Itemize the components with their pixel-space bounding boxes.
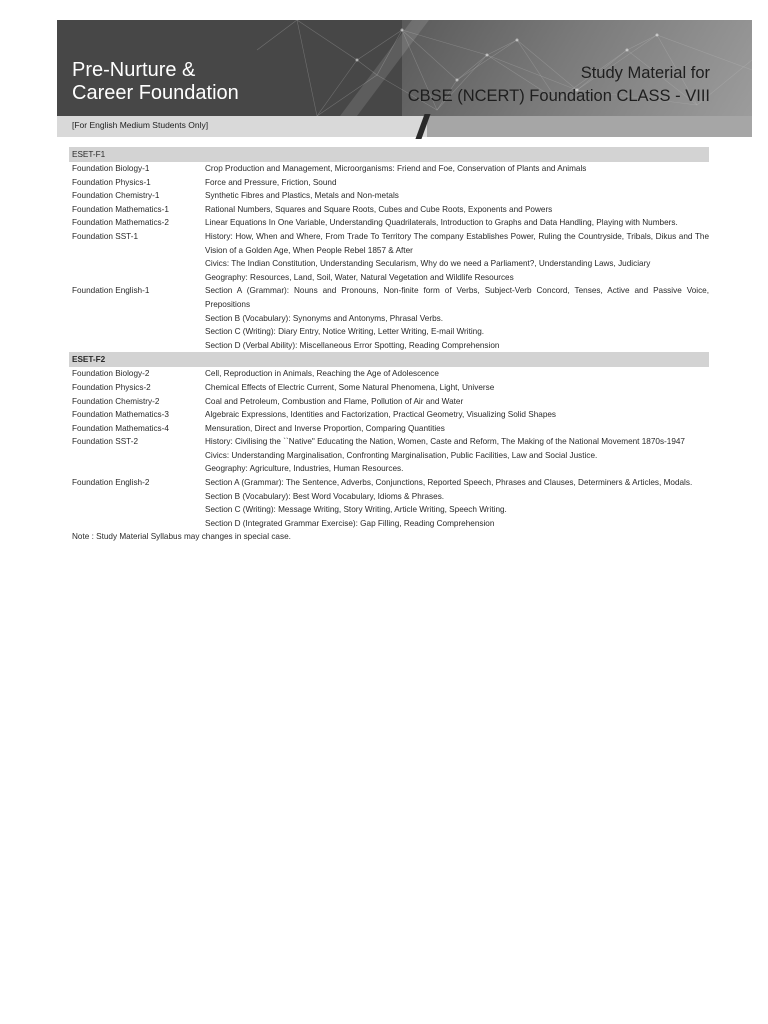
topic-line: Coal and Petroleum, Combustion and Flame, Pollution of Air and Water (205, 396, 464, 406)
table-row (69, 176, 709, 190)
topic-line: Section D (Integrated Grammar Exercise): Gap Filling, Reading Comprehension (205, 518, 495, 528)
topic-line: Synthetic Fibres and Plastics, Metals and Non-metals (205, 191, 399, 201)
study-line-1: Study Material for (580, 64, 710, 82)
topic-line: Force and Pressure, Friction, Sound (205, 177, 337, 187)
topics-cell (205, 367, 709, 381)
syllabus-table (69, 147, 709, 544)
table-row (69, 230, 709, 284)
section-header-eset-f2: ESET-F2 (69, 352, 709, 367)
topic-line: Rational Numbers, Squares and Square Roots, Cubes and Cube Roots, Exponents and Powers (205, 204, 553, 214)
section-header-eset-f1: ESET-F1 (69, 147, 709, 162)
table-row (69, 367, 709, 381)
brand-line-2: Career Foundation (72, 82, 239, 104)
topics-cell (205, 230, 709, 284)
topic-line: Geography: Resources, Land, Soil, Water, Natural Vegetation and Wildlife Resources (205, 272, 514, 282)
brand-title (72, 59, 239, 105)
table-row (69, 422, 709, 436)
table-row (69, 381, 709, 395)
subject-cell: Foundation SST-1 (72, 231, 138, 241)
topics-cell (205, 422, 709, 436)
subject-cell: Foundation Mathematics-4 (72, 423, 169, 433)
topics-cell (205, 476, 709, 530)
subject-cell: Foundation Physics-2 (72, 382, 151, 392)
subtitle-text: [For English Medium Students Only] (72, 120, 209, 130)
topics-cell (205, 284, 709, 352)
topic-line: Section A (Grammar): The Sentence, Adverbs, Conjunctions, Reported Speech, Phrases and Clauses, Determiners & Articles, Modals. (205, 478, 693, 488)
header-banner (57, 20, 752, 116)
topics-cell (205, 162, 709, 176)
topics-cell (205, 176, 709, 190)
study-material-title (408, 62, 710, 108)
subject-cell: Foundation Chemistry-2 (72, 396, 160, 406)
study-line-2: CBSE (NCERT) Foundation CLASS - VIII (407, 87, 710, 105)
topic-line: Linear Equations In One Variable, Understanding Quadrilaterals, Introduction to Graphs and Data Handling, Playing with Numbers. (205, 218, 678, 228)
topic-line: Section D (Verbal Ability): Miscellaneous Error Spotting, Reading Comprehension (205, 340, 500, 350)
subject-cell: Foundation Biology-1 (72, 164, 150, 173)
topic-line: Section C (Writing): Message Writing, Story Writing, Article Writing, Speech Writing. (205, 505, 507, 515)
topic-line: Section B (Vocabulary): Best Word Vocabulary, Idioms & Phrases. (205, 491, 445, 501)
table-row (69, 284, 709, 352)
table-row (69, 435, 709, 476)
table-row (69, 162, 709, 176)
topic-line: Crop Production and Management, Microorganisms: Friend and Foe, Conservation of Plants and Animals (205, 164, 587, 173)
topics-cell (205, 203, 709, 217)
topics-cell (205, 189, 709, 203)
topic-line: Cell, Reproduction in Animals, Reaching the Age of Adolescence (205, 369, 439, 379)
topic-line: Algebraic Expressions, Identities and Factorization, Practical Geometry, Visualizing Solid Shapes (205, 410, 557, 420)
topics-cell (205, 395, 709, 409)
topic-line: Section C (Writing): Diary Entry, Notice Writing, Letter Writing, E-mail Writing. (205, 327, 485, 337)
topics-cell (205, 435, 709, 476)
topic-line: Civics: The Indian Constitution, Understanding Secularism, Why do we need a Parliament?, Understanding Laws, Judiciary (205, 259, 651, 269)
subject-cell: Foundation Mathematics-2 (72, 218, 169, 228)
topic-line: History: How, When and Where, From Trade To Territory The company Establishes Power, Ruling the Countryside, Tribals, Dikus and The Vision of a Golden Age, When People Rebel 1857 & After (205, 231, 709, 255)
topic-line: Mensuration, Direct and Inverse Proportion, Comparing Quantities (205, 423, 445, 433)
topic-line: Chemical Effects of Electric Current, Some Natural Phenomena, Light, Universe (205, 382, 495, 392)
subject-cell: Foundation Biology-2 (72, 369, 150, 379)
topic-line: Civics: Understanding Marginalisation, Confronting Marginalisation, Public Facilities, Law and Social Justice. (205, 450, 598, 460)
topic-line: History: Civilising the ``Native" Educating the Nation, Women, Caste and Reform, The Making of the National Movement 1870s-1947 (205, 437, 685, 447)
topics-cell (205, 381, 709, 395)
subject-cell: Foundation Physics-1 (72, 177, 151, 187)
table-row (69, 395, 709, 409)
subtitle-bar (57, 116, 752, 137)
table-row (69, 408, 709, 422)
table-row (69, 216, 709, 230)
subject-cell: Foundation Mathematics-3 (72, 410, 169, 420)
subject-cell: Foundation English-1 (72, 286, 150, 296)
subtitle-bar-dark-segment (427, 116, 752, 137)
footnote: Note : Study Material Syllabus may changes in special case. (72, 532, 291, 542)
subject-cell: Foundation English-2 (72, 478, 150, 488)
topic-line: Section B (Vocabulary): Synonyms and Antonyms, Phrasal Verbs. (205, 313, 444, 323)
subject-cell: Foundation SST-2 (72, 437, 138, 447)
brand-line-1: Pre-Nurture & (72, 59, 196, 81)
subject-cell: Foundation Chemistry-1 (72, 191, 160, 201)
topic-line: Geography: Agriculture, Industries, Human Resources. (205, 464, 404, 474)
table-row (69, 203, 709, 217)
topic-line: Section A (Grammar): Nouns and Pronouns, Non-finite form of Verbs, Subject-Verb Concord, Tenses, Active and Passive Voice, Prepositions (205, 286, 709, 309)
topics-cell (205, 408, 709, 422)
table-row (69, 189, 709, 203)
subject-cell: Foundation Mathematics-1 (72, 204, 169, 214)
table-row (69, 476, 709, 530)
topics-cell (205, 216, 709, 230)
